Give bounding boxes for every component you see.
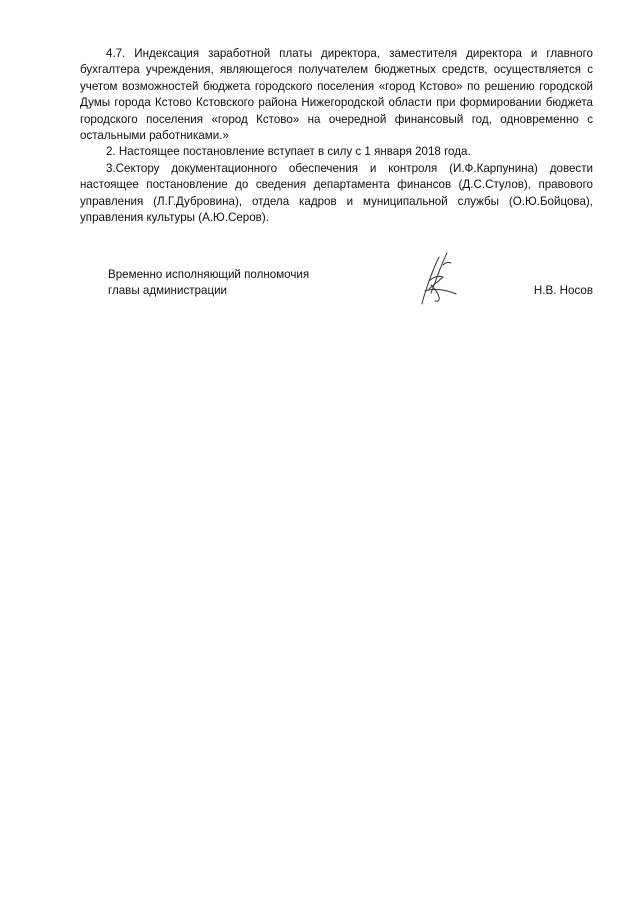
signatory-title-line-2: главы администрации xyxy=(108,284,228,298)
paragraph-3: 3.Сектору документационного обеспечения и контроля (И.Ф.Карпунина) довести настоящее постановление до сведения департамента финансов (Д.С.Стулов), правового управления (Л.Г.Дубровина), отдела кадров и муниципальной службы (О.Ю.Бойцова), управления культуры (А.Ю.Серов). xyxy=(80,161,593,225)
paragraph-4-7: 4.7. Индексация заработной платы директора, заместителя директора и главного бухгалтера учреждения, являющегося получателем бюджетных средств, осуществляется с учетом возможностей бюджета городского поселения «город Кстово» по решению городской Думы города Кстово Кстовского района Нижегородской области при формировании бюджета городского поселения «город Кстово» на очередной финансовый год, одновременно с остальными работниками.» xyxy=(80,47,593,143)
handwritten-signature xyxy=(413,251,463,307)
paragraph-2: 2. Настоящее постановление вступает в силу с 1 января 2018 года. xyxy=(106,145,471,159)
signatory-name: Н.В. Носов xyxy=(533,284,593,297)
signatory-title xyxy=(108,267,309,300)
signatory-title-line-1: Временно исполняющий полномочия xyxy=(108,268,310,281)
signature-block xyxy=(108,267,593,327)
document-body xyxy=(80,46,593,226)
